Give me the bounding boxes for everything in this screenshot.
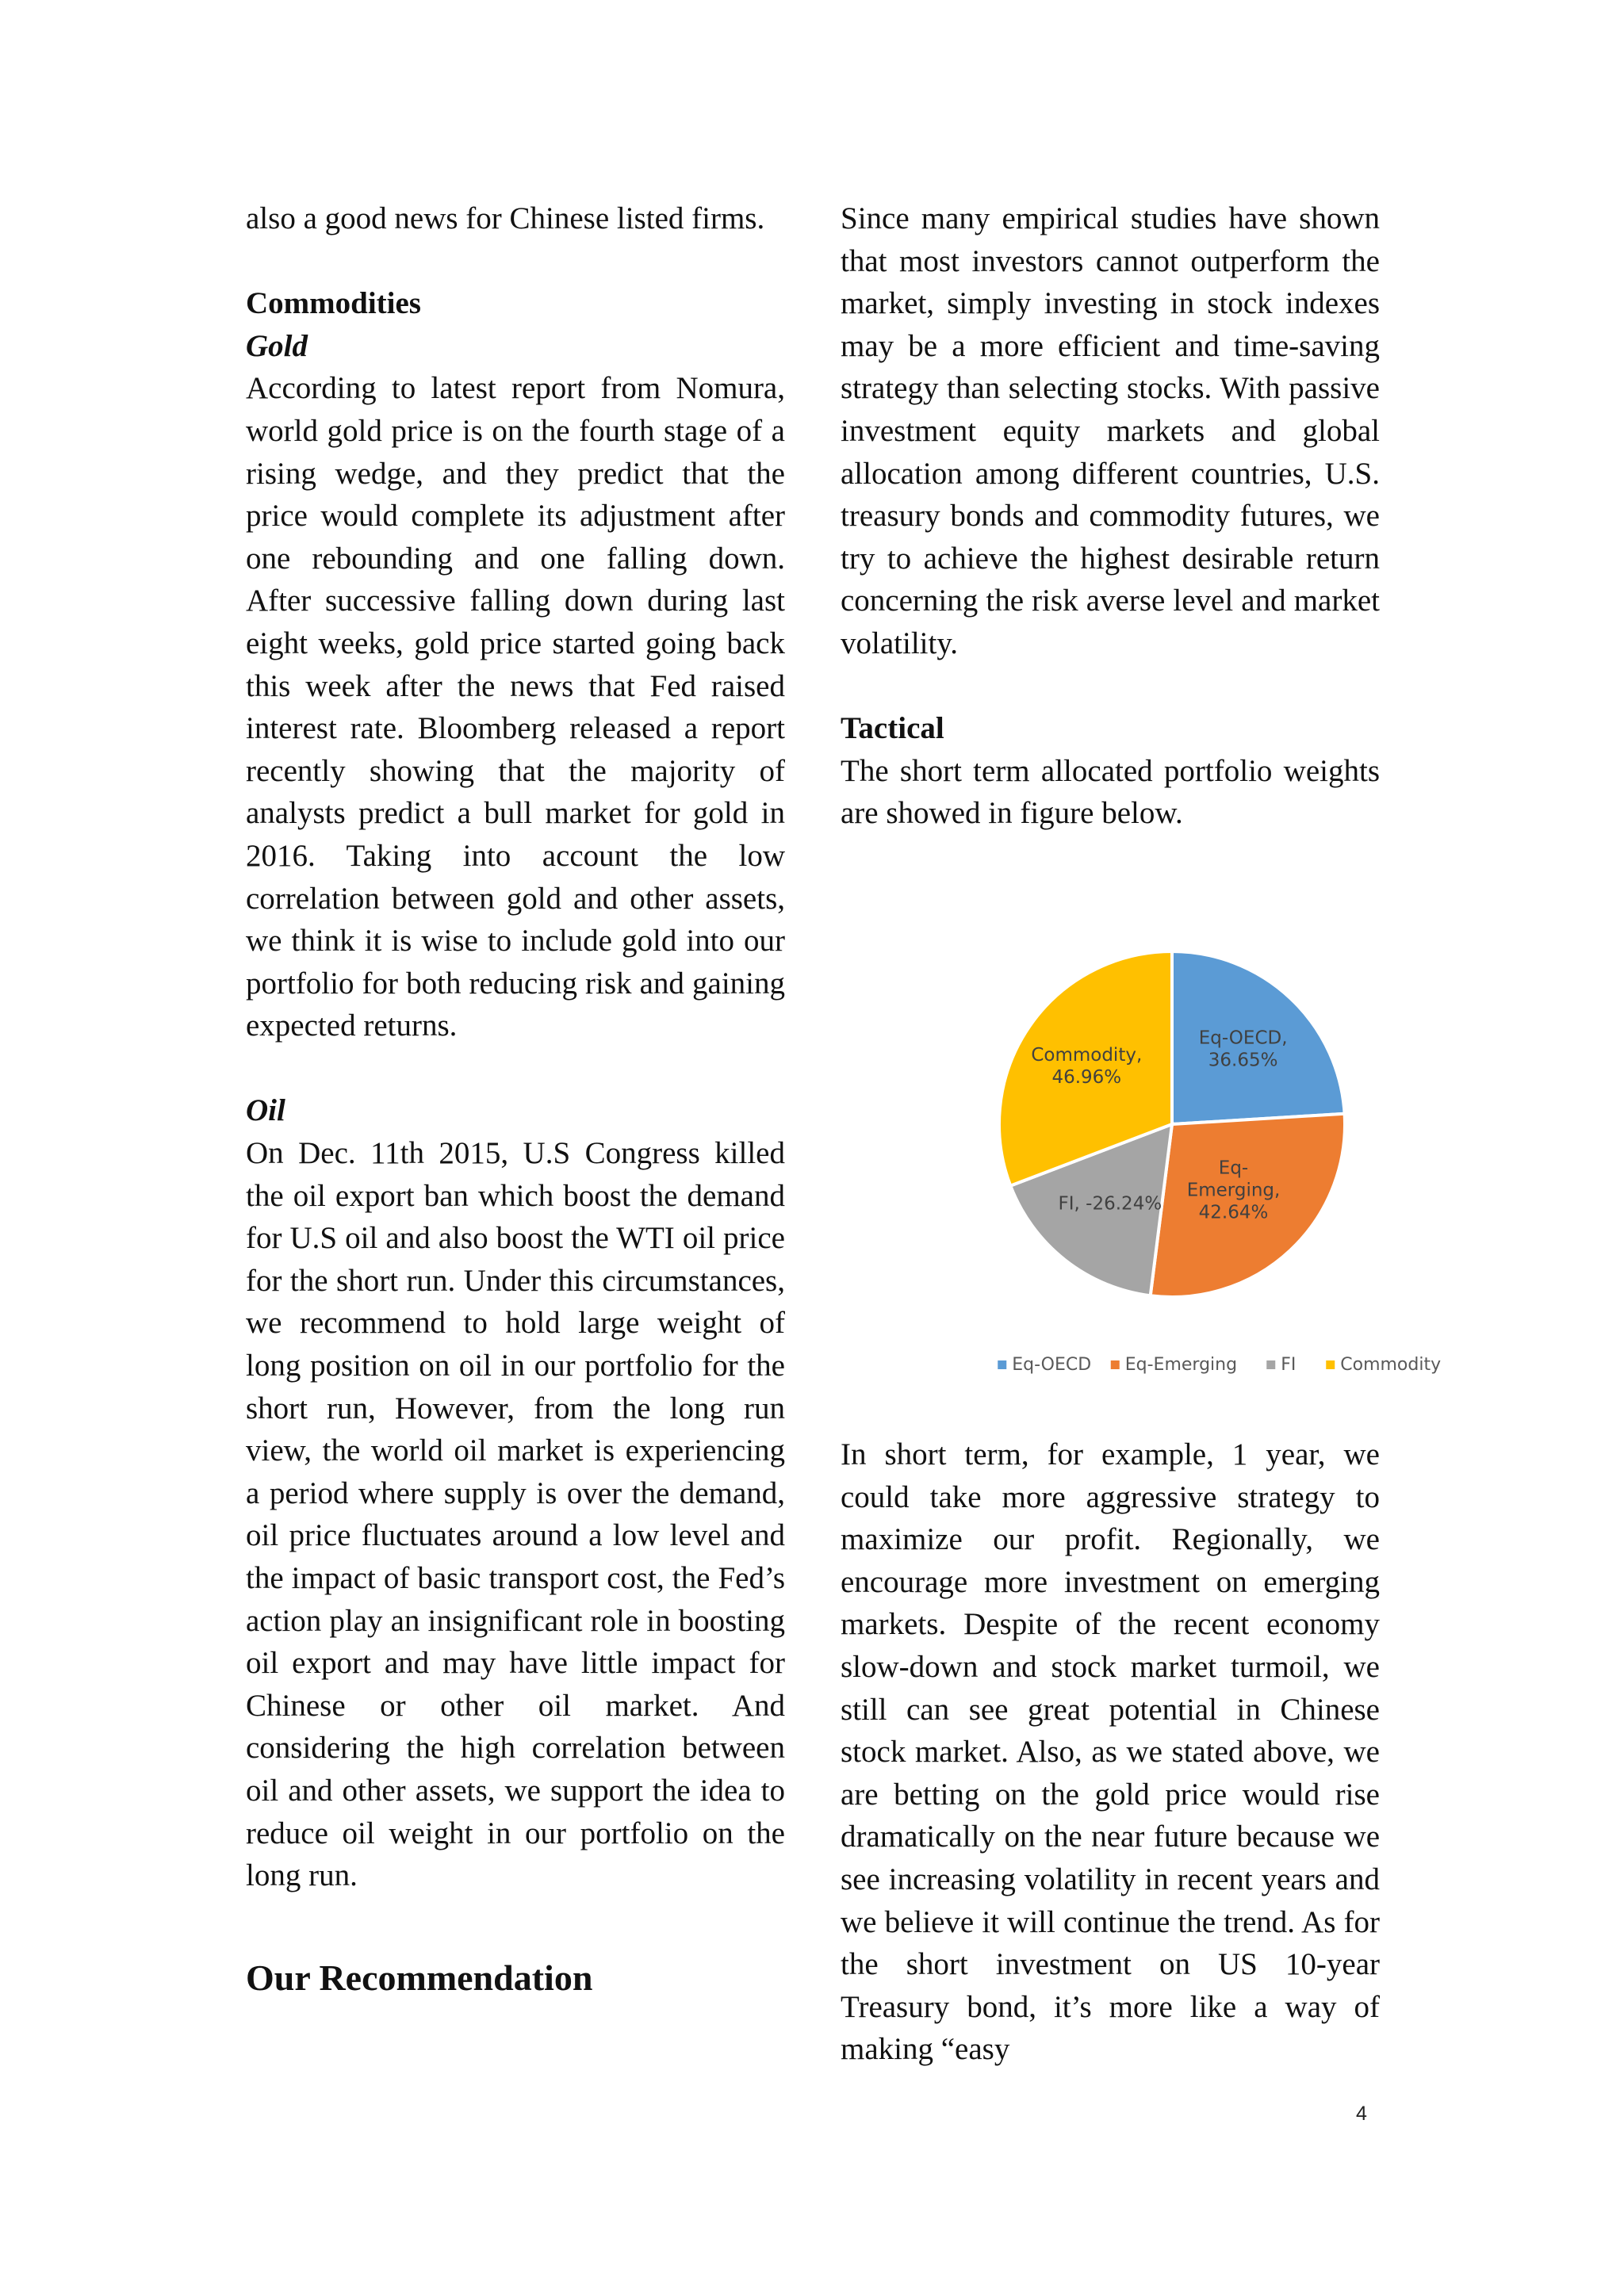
pie-label-commodity: Commodity, 46.96% bbox=[1031, 1044, 1143, 1088]
gold-heading: Gold bbox=[246, 328, 308, 363]
legend-swatch bbox=[998, 1360, 1006, 1369]
passive-investment-paragraph: Since many empirical studies have shown that most investors cannot outperform the market, simply investing in stock indexes may be a more efficient and time-saving strategy than selecting stocks. With passive investment equity markets and global allocation among different countries, U.S. treasury bonds and commodity futures, we try to achieve the highest desirable return concerning the risk averse level and market volatility. bbox=[841, 201, 1380, 660]
oil-paragraph: On Dec. 11th 2015, U.S Congress killed the oil export ban which boost the demand for U.S oil and also boost the WTI oil price for the short run. Under this circumstances, we recommend to hold large weight of long position on oil in our portfolio for the short run, However, from the long run view, the world oil market is experiencing a period where supply is over the demand, oil price fluctuates around a low level and the impact of basic transport cost, the Fed’s action play an insignificant role in boosting oil export and may have little impact for Chinese or other oil market. And considering the high correlation between oil and other assets, we support the idea to reduce oil weight in our portfolio on the long run. bbox=[246, 1136, 785, 1893]
right-column-bottom bbox=[841, 1433, 1380, 2071]
legend-swatch bbox=[1111, 1360, 1120, 1369]
oil-heading: Oil bbox=[246, 1093, 285, 1128]
recommendation-heading: Our Recommendation bbox=[246, 1957, 593, 1999]
legend-item-eq-emerging bbox=[1111, 1355, 1237, 1375]
legend-label: Eq-Emerging bbox=[1124, 1355, 1238, 1375]
gold-paragraph: According to latest report from Nomura, world gold price is on the fourth stage of a rising wedge, and they predict that the price would complete its adjustment after one rebounding and one falling down. After successive falling down during last eight weeks, gold price started going back this week after the news that Fed raised interest rate. Bloomberg released a report recently showing that the majority of analysts predict a bull market for gold in 2016. Taking into account the low correlation between gold and other assets, we think it is wise to include gold into our portfolio for both reducing risk and gaining expected returns. bbox=[246, 371, 785, 1043]
left-column bbox=[246, 197, 785, 1999]
allocation-pie-chart bbox=[936, 936, 1442, 1395]
legend-swatch bbox=[1326, 1360, 1335, 1369]
commodities-heading: Commodities bbox=[246, 286, 421, 321]
tactical-heading: Tactical bbox=[841, 711, 944, 746]
intro-paragraph: also a good news for Chinese listed firms. bbox=[246, 201, 765, 235]
pie-label-eq-emerging: Eq-Emerging, 42.64% bbox=[1186, 1158, 1281, 1223]
pie-label-fi: FI, -26.24% bbox=[1058, 1193, 1162, 1215]
tactical-paragraph: The short term allocated portfolio weights are showed in figure below. bbox=[841, 753, 1380, 831]
short-term-paragraph: In short term, for example, 1 year, we could take more aggressive strategy to maximize our profit. Regionally, we encourage more investment on emerging markets. Despite of the recent economy slow-down and stock market turmoil, we still can see great potential in Chinese stock market. Also, as we stated above, we are betting on the gold price would rise dramatically on the near future because we see increasing volatility in recent years and we believe it will continue the trend. As for the short investment on US 10-year Treasury bond, it’s more like a way of making “easy bbox=[841, 1437, 1380, 2067]
page-number: 4 bbox=[1356, 2103, 1367, 2125]
legend-label: FI bbox=[1281, 1355, 1297, 1375]
legend-item-commodity bbox=[1326, 1355, 1441, 1375]
right-column-top bbox=[841, 197, 1380, 835]
legend-item-fi bbox=[1266, 1355, 1296, 1375]
legend-item-eq-oecd bbox=[998, 1355, 1091, 1375]
legend-label: Commodity bbox=[1340, 1355, 1442, 1375]
pie-label-eq-oecd: Eq-OECD, 36.65% bbox=[1198, 1027, 1288, 1071]
legend-swatch bbox=[1266, 1360, 1275, 1369]
legend-label: Eq-OECD bbox=[1012, 1355, 1092, 1375]
